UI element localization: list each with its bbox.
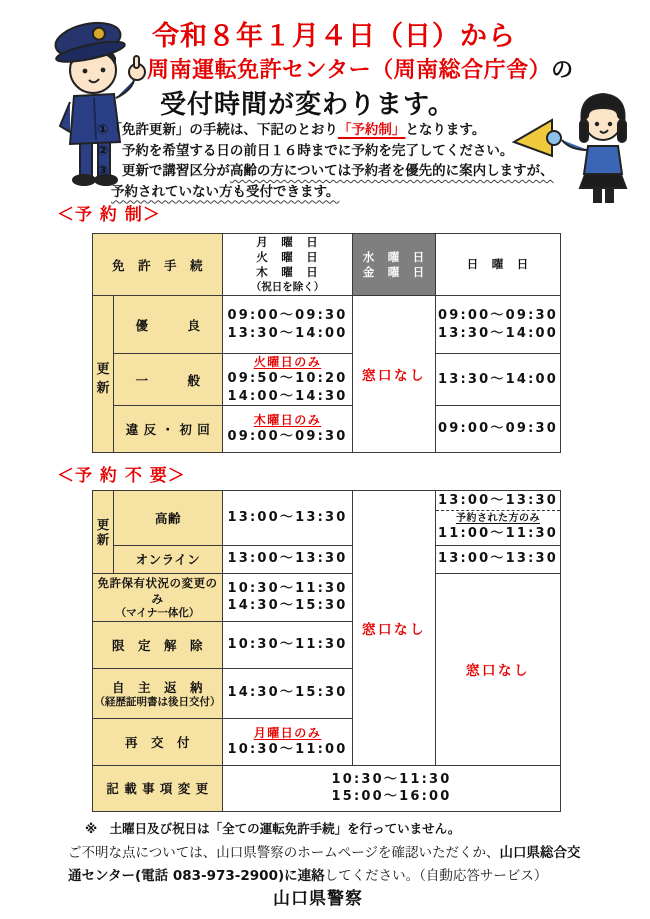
note-3: ③ 更新で講習区分が高齢の方については予約者を優先的に案内しますが、 bbox=[97, 163, 554, 179]
table-row bbox=[93, 354, 561, 406]
times-cell: 月曜日のみ 10:30～11:00 bbox=[223, 718, 353, 765]
table-header-row bbox=[93, 234, 561, 296]
row-label-online: オンライン bbox=[114, 545, 223, 573]
times-cell: 10:30～11:30 14:30～15:30 bbox=[223, 573, 353, 621]
row-label-elderly: 高齢 bbox=[114, 491, 223, 546]
note-3-continued: 予約されていない方も受付できます。 bbox=[111, 183, 340, 200]
sunday-closed-cell: 窓口なし bbox=[436, 573, 561, 765]
title-change-line: 受付時間が変わります。 bbox=[160, 90, 455, 120]
table-row bbox=[93, 573, 561, 621]
reservation-system-emphasis: 「予約制」 bbox=[337, 122, 406, 138]
note-1: ①「免許更新」の手続は、下記のとおり「予約制」となります。 bbox=[97, 122, 486, 138]
renewal-side-cell: 更 新 bbox=[93, 296, 114, 453]
row-label-limit-removal: 限 定 解 除 bbox=[93, 621, 223, 668]
wed-fri-closed-cell: 窓口なし bbox=[353, 491, 436, 766]
row-label-excellent: 優 良 bbox=[114, 296, 223, 354]
table-row bbox=[93, 765, 561, 811]
row-label-reissue: 再 交 付 bbox=[93, 718, 223, 765]
row-label-general: 一 般 bbox=[114, 354, 223, 406]
sunday-times-cell: 09:00～09:30 13:30～14:00 bbox=[436, 296, 561, 354]
title-center-red: 周南運転免許センター（周南総合庁舎） bbox=[147, 58, 552, 83]
section-heading-reserved: ＜予 約 制＞ bbox=[57, 205, 161, 225]
contact-paragraph: ご不明な点については、山口県警察のホームページを確認いただくか、山口県総合交通センター(電話 083-973-2900)に連絡してください。（自動応答サービス） bbox=[68, 845, 581, 884]
times-cell: 10:30～11:30 bbox=[223, 621, 353, 668]
times-cell: 09:00～09:30 13:30～14:00 bbox=[223, 296, 353, 354]
title-center-line bbox=[147, 53, 574, 84]
header-mon-tue-thu: 月 曜 日 火 曜 日 木 曜 日 （祝日を除く） bbox=[223, 234, 353, 296]
table-row bbox=[93, 296, 561, 354]
police-signature: 山口県警察 bbox=[273, 889, 363, 909]
merged-times-cell: 10:30～11:30 15:00～16:00 bbox=[223, 765, 561, 811]
traffic-center-phone: 山口県総合交通センター(電話 083-973-2900)に連絡 bbox=[68, 845, 581, 884]
sunday-times-cell: 13:30～14:00 bbox=[436, 354, 561, 406]
times-cell: 13:00～13:30 bbox=[223, 491, 353, 546]
sunday-times-cell: 13:00～13:30 bbox=[436, 545, 561, 573]
sunday-elderly-cell: 13:00～13:30 予約された方のみ 11:00～11:30 bbox=[436, 491, 561, 546]
renewal-side-cell: 更 新 bbox=[93, 491, 114, 574]
table-row bbox=[93, 545, 561, 573]
notes-block bbox=[97, 120, 554, 202]
reserved-only-note: 予約された方のみ bbox=[456, 513, 540, 524]
reserved-schedule-table bbox=[92, 233, 561, 453]
wed-fri-closed-cell: 窓口なし bbox=[353, 296, 436, 453]
times-cell: 14:30～15:30 bbox=[223, 668, 353, 718]
row-label-license-status: 免許保有状況の変更のみ （マイナ一体化） bbox=[93, 573, 223, 621]
sunday-times-cell: 09:00～09:30 bbox=[436, 406, 561, 453]
saturday-holiday-caution: ※ 土曜日及び祝日は「全ての運転免許手続」を行っていません。 bbox=[85, 821, 461, 836]
table-row bbox=[93, 491, 561, 546]
header-sunday: 日 曜 日 bbox=[436, 234, 561, 296]
table-row bbox=[93, 406, 561, 453]
header-procedure: 免 許 手 続 bbox=[93, 234, 223, 296]
row-label-voluntary-return: 自 主 返 納 （経歴証明書は後日交付） bbox=[93, 668, 223, 718]
row-label-registered-matters: 記 載 事 項 変 更 bbox=[93, 765, 223, 811]
times-cell: 13:00～13:30 bbox=[223, 545, 353, 573]
times-cell: 木曜日のみ 09:00～09:30 bbox=[223, 406, 353, 453]
no-reservation-schedule-table bbox=[92, 490, 561, 812]
row-label-violation-first: 違 反 ・ 初 回 bbox=[114, 406, 223, 453]
times-cell: 火曜日のみ 09:50～10:20 14:00～14:30 bbox=[223, 354, 353, 406]
note-2: ② 予約を希望する日の前日１６時までに予約を完了してください。 bbox=[97, 142, 514, 159]
title-date-line: 令和８年１月４日（日）から bbox=[152, 21, 516, 52]
section-heading-no-reservation: ＜予 約 不 要＞ bbox=[57, 466, 186, 486]
title-center-particle: の bbox=[551, 58, 574, 83]
header-wed-fri: 水 曜 日 金 曜 日 bbox=[353, 234, 436, 296]
